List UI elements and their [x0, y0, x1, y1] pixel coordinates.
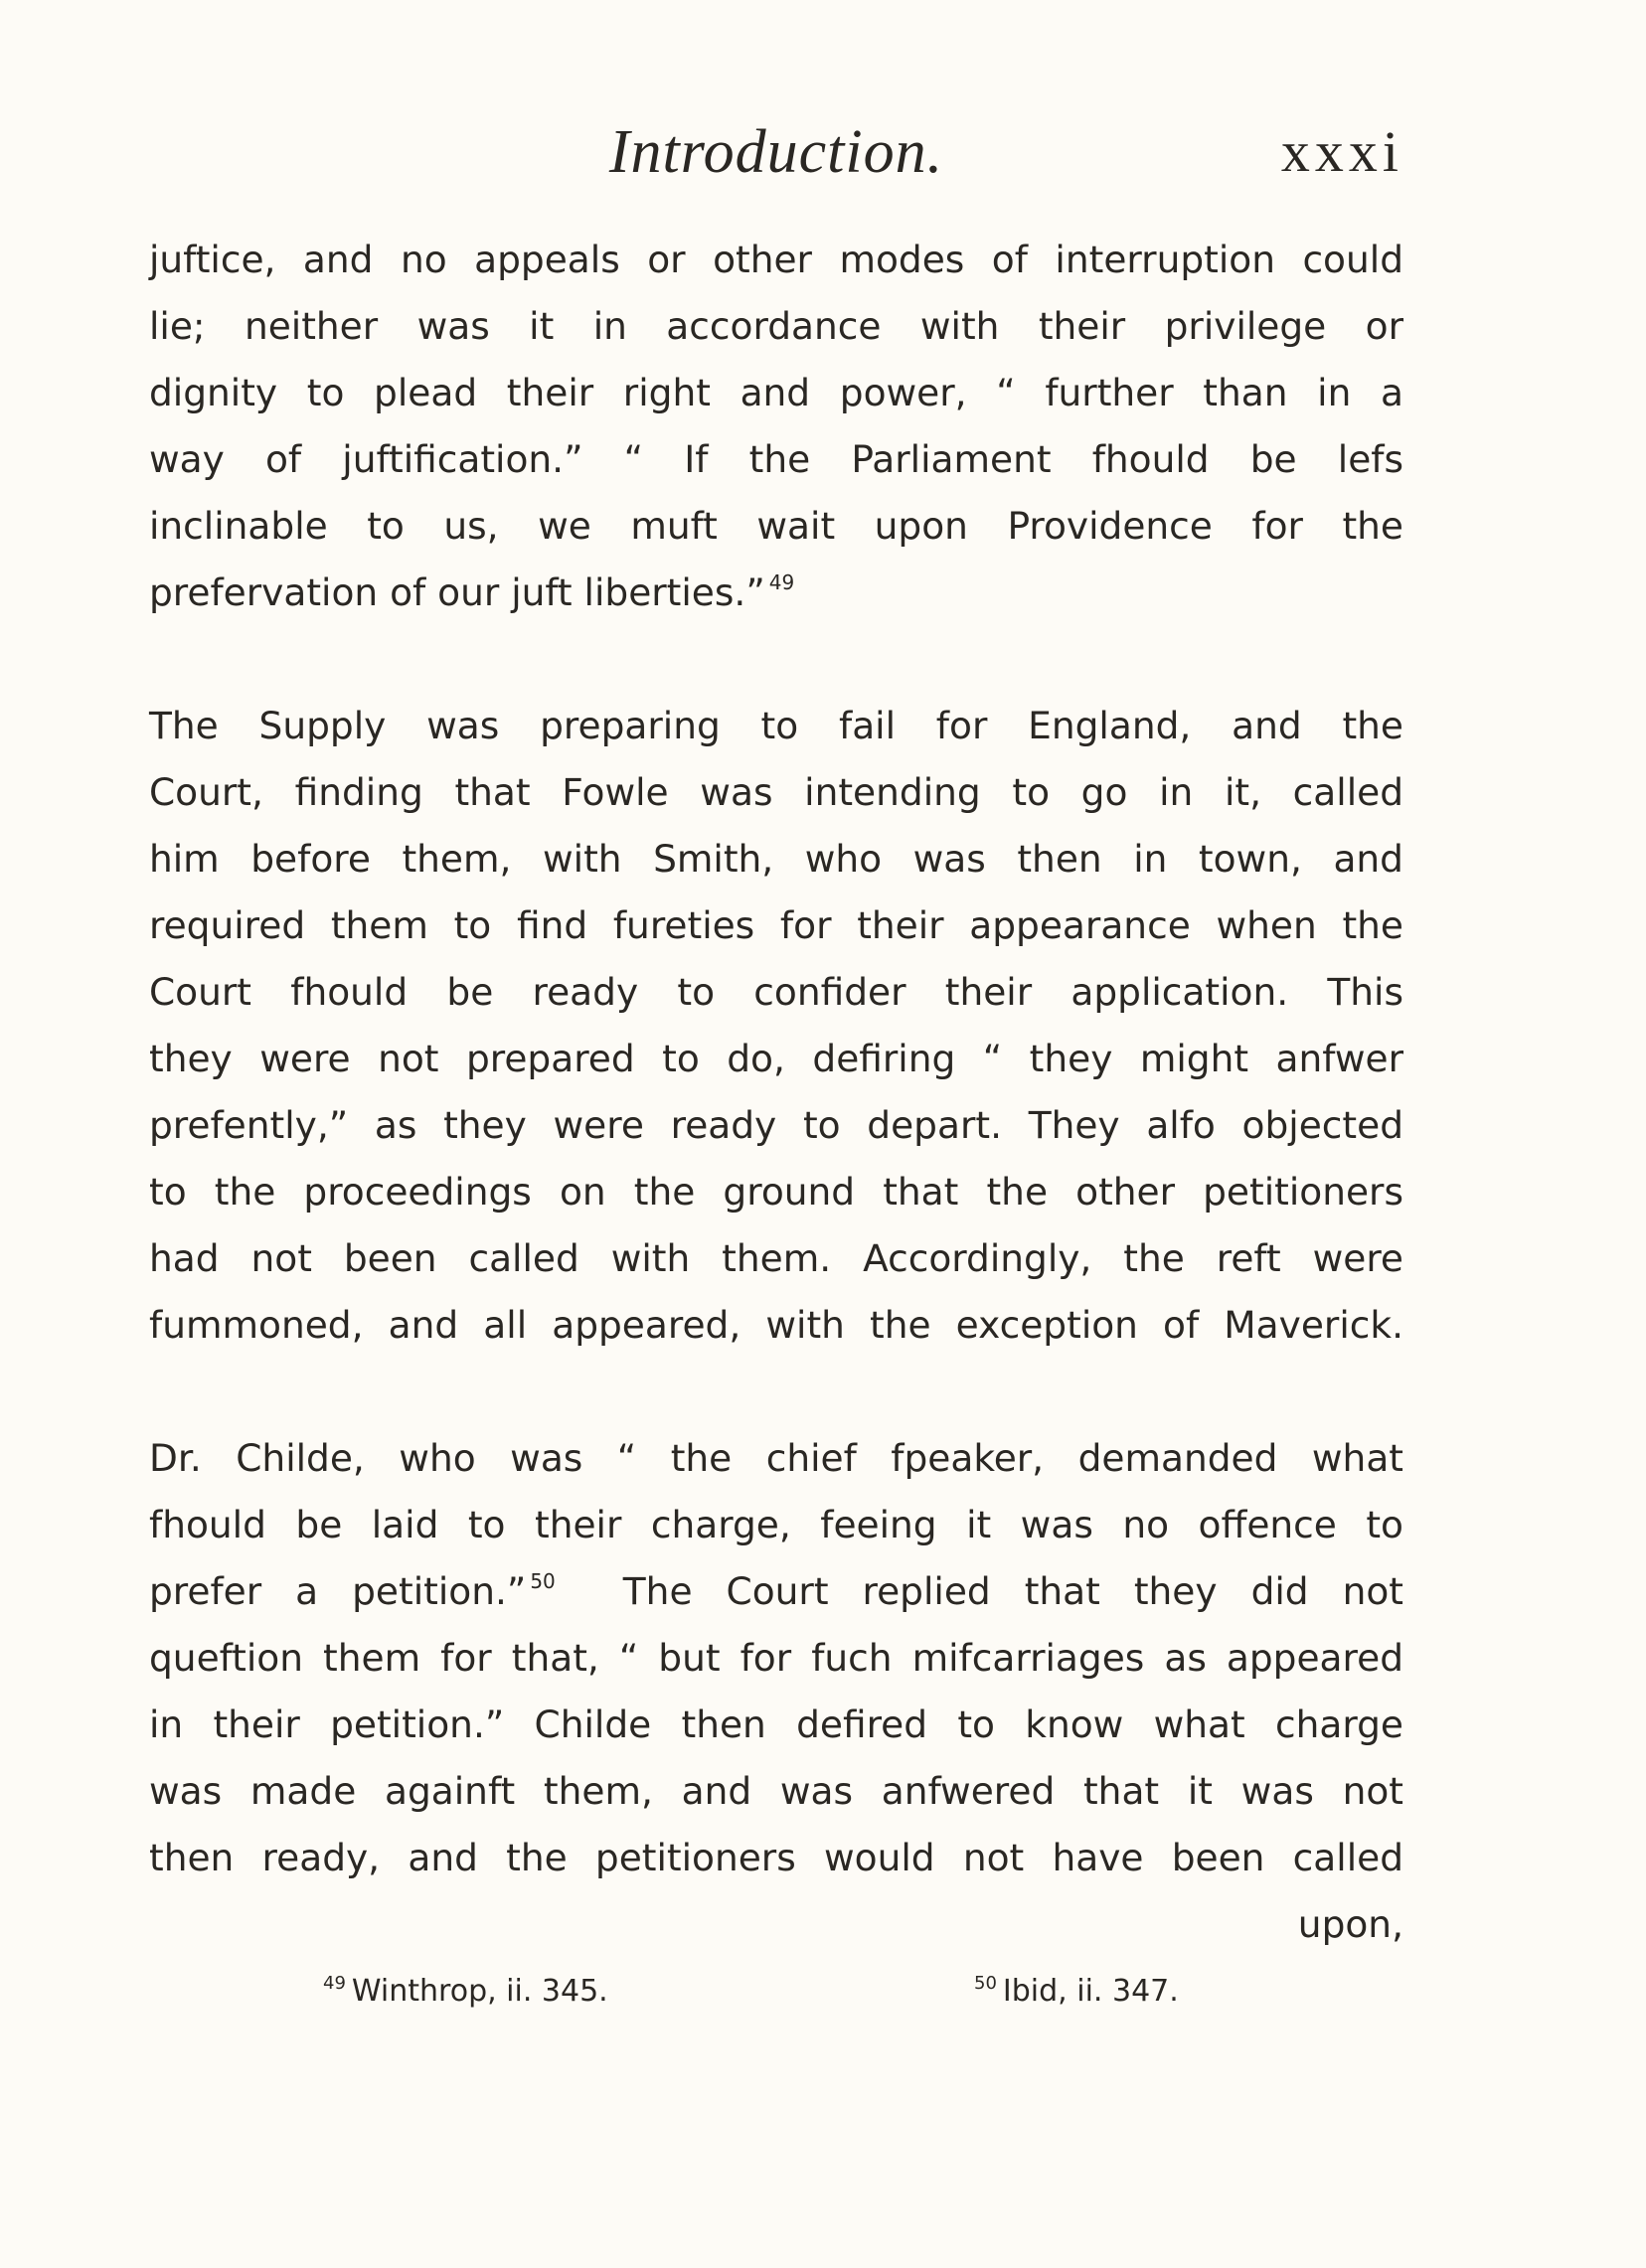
text-line	[149, 1558, 1403, 1625]
text-line: him before them, with Smith, who was then in town, and	[149, 837, 1403, 881]
text-line: required them to find fureties for their appearance when the	[149, 903, 1403, 947]
footnote-text: Winthrop, ii. 345.	[351, 1974, 608, 2009]
paragraph-2	[149, 693, 1403, 1359]
text-line	[149, 560, 1403, 626]
text-line: had not been called with them. Accordingly, the reft were	[149, 1236, 1403, 1280]
footnote-ref-50: 50	[530, 1569, 556, 1593]
text-segment: prefervation of our juft liberties.”	[149, 570, 765, 614]
footnote-50	[974, 1968, 1179, 2016]
footnote-ref-49: 49	[768, 570, 795, 594]
footnote-text: Ibid, ii. 347.	[1002, 1974, 1179, 2009]
text-line: way of juftification.” “ If the Parliament fhould be lefs	[149, 437, 1403, 481]
text-line: they were not prepared to do, defiring “ they might anfwer	[149, 1037, 1403, 1080]
text-line: dignity to plead their right and power, “ further than in a	[149, 371, 1403, 414]
text-line: fummoned, and all appeared, with the exception of Maverick.	[149, 1303, 1403, 1347]
text-line: queftion them for that, “ but for fuch mifcarriages as appeared	[149, 1636, 1403, 1680]
text-line: to the proceedings on the ground that the other petitioners	[149, 1170, 1403, 1214]
text-line: inclinable to us, we muft wait upon Providence for the	[149, 504, 1403, 548]
page-number: xxxi	[1280, 119, 1403, 184]
body-text	[149, 227, 1403, 1958]
text-line: prefently,” as they were ready to depart. They alfo objected	[149, 1103, 1403, 1147]
text-line: lie; neither was it in accordance with their privilege or	[149, 304, 1403, 348]
text-line: then ready, and the petitioners would not have been called	[149, 1836, 1403, 1879]
text-line: Dr. Childe, who was “ the chief fpeaker, demanded what	[149, 1436, 1403, 1480]
text-line: in their petition.” Childe then defired to know what charge	[149, 1702, 1403, 1746]
footnote-mark: 49	[323, 1973, 346, 1994]
text-line: Court, finding that Fowle was intending to go in it, called	[149, 770, 1403, 814]
text-line: juftice, and no appeals or other modes of interruption could	[149, 238, 1403, 281]
footnote-49	[323, 1968, 608, 2016]
text-line: The Supply was preparing to fail for England, and the	[149, 704, 1403, 747]
paragraph-1	[149, 227, 1403, 626]
text-line: Court fhould be ready to confider their application. This	[149, 970, 1403, 1014]
page-header	[149, 107, 1403, 197]
paragraph-3	[149, 1425, 1403, 1958]
text-line: fhould be laid to their charge, feeing it was no offence to	[149, 1503, 1403, 1546]
catchword: upon,	[1297, 1902, 1403, 1946]
text-segment: The Court replied that they did not	[622, 1569, 1404, 1613]
footnote-mark: 50	[974, 1973, 997, 1994]
text-line: was made againft them, and was anfwered that it was not	[149, 1769, 1403, 1813]
text-segment: prefer a petition.”	[149, 1569, 527, 1613]
running-title: Introduction.	[608, 118, 944, 186]
